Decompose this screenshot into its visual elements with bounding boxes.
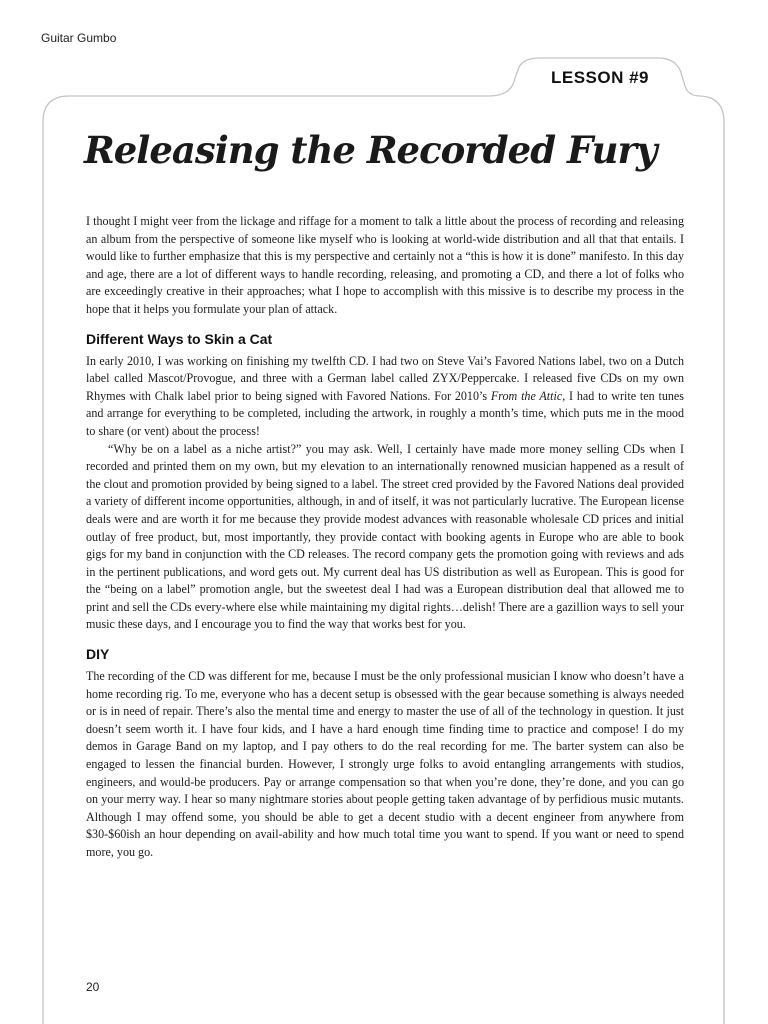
body-text — [86, 213, 684, 862]
section-diy-paragraph-1: The recording of the CD was different for me, because I must be the only professional musician I know who doesn’t have a home recording rig. To me, everyone who has a decent setup is obsessed with the gear because something is always needed or is in need of repair. There’s also the mental time and energy to master the use of all of the technology in question. It just doesn’t seem worth it. I have four kids, and I have a hard enough time finding time to practice and compose! I do my demos in Garage Band on my laptop, and I pay others to do the real recording for me. The barter system can also be engaged to lessen the financial burden. However, I strongly urge folks to avoid entangling arrangements with studios, engineers, and would-be producers. Pay or arrange compensation so that when you’re done, they’re done, and you can go on your merry way. I hear so many nightmare stories about people getting taken advantage of by perfidious music mutants. Although I may offend some, you should be able to get a decent studio with a decent engineer from anywhere from $30-$60ish an hour depending on avail-ability and how much total time you want to spend. If you want or need to spend more, you go. — [86, 669, 684, 859]
chapter-title: Releasing the Recorded Fury — [84, 128, 657, 172]
intro-paragraph: I thought I might veer from the lickage and riffage for a moment to talk a little about the process of recording and releasing an album from the perspective of someone like myself who is looking at world-wide distribution and all that that entails. I would like to further emphasize that this is my perspective and certainly not a “this is how it is done” manifesto. In this day and age, there are a lot of different ways to handle recording, releasing, and promoting a CD, and there a lot of folks who are exceedingly creative in their approaches; what I hope to accomplish with this missive is to describe my process in the hope that it helps you formulate your plan of attack. — [86, 214, 684, 316]
section-ways-p1-start: In early 2010, I was working on finishing my twelfth CD. I had two on Steve Vai’s Favored Nations label, two on a Dutch label called Mascot/Provogue, and three with a German label called ZYX/Peppercake. I released five CDs on my own Rhymes with Chalk label prior to being signed with Favored Nations. For 2010’s — [86, 353, 684, 403]
section-ways-paragraph-1 — [86, 353, 684, 441]
section-heading-ways: Different Ways to Skin a Cat — [86, 330, 273, 347]
section-ways-paragraph-2: “Why be on a label as a niche artist?” you may ask. Well, I certainly have made more money selling CDs when I recorded and printed them on my own, but my elevation to an internationally renowned musician happened as a result of the clout and promotion provided by being signed to a label. The street cred provided by the Favored Nations deal provided a variety of different income opportunities, although, in and of itself, it was not particularly lucrative. The European license deals were and are worth it for me because they provide modest advances with reasonable wholesale CD prices and initial outlay of free product, but, most importantly, they provide contact with booking agents in Europe who are able to book gigs for my band in conjunction with the CD releases. The record company gets the promotion going with reviews and ads in the pertinent publications, and word gets out. My current deal has US distribution as well as European. This is good for the “being on a label” promotion angle, but the sweetest deal I had was a European distribution deal that allowed me to print and sell the CDs every-where else while maintaining my digital rights…delish! There are a gazillion ways to sell your music these days, and I encourage you to find the way that works best for you. — [86, 441, 684, 632]
album-title: From the Attic — [490, 388, 563, 403]
page-number: 20 — [86, 980, 100, 994]
section-ways-p1-end: , I had to write ten tunes and arrange for everything to be completed, including the artwork, in roughly a month’s time, which puts me in the mood to share (or vent) about the process! — [86, 388, 684, 438]
section-heading-diy: DIY — [86, 646, 110, 663]
running-head: Guitar Gumbo — [41, 31, 117, 45]
lesson-tab-label: LESSON #9 — [550, 68, 650, 87]
